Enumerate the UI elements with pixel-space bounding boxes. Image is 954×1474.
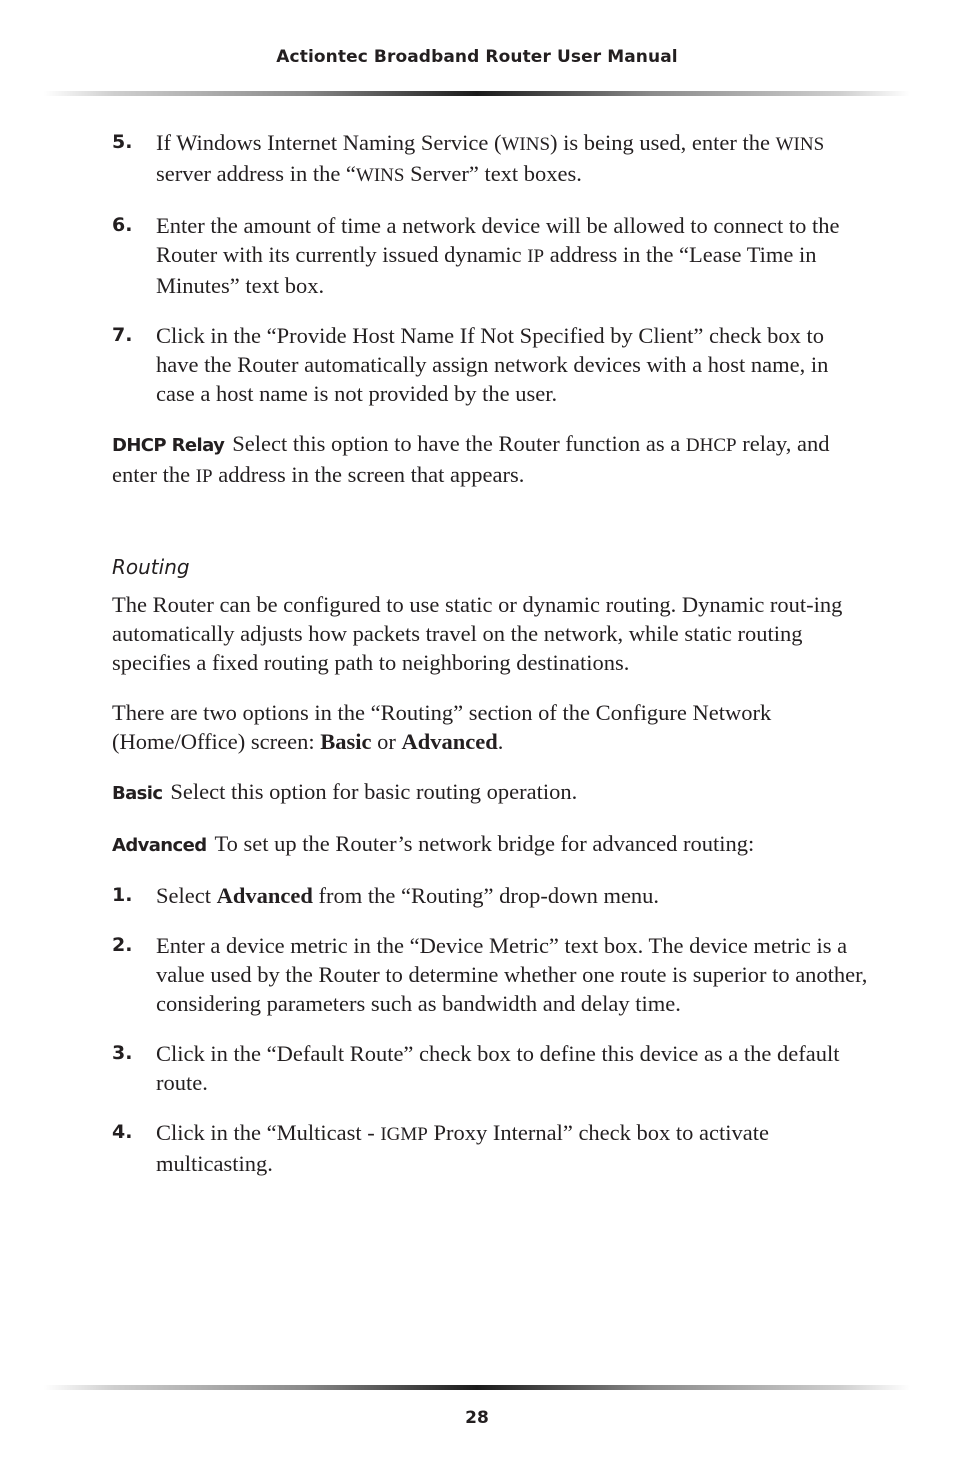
running-header: Actiontec Broadband Router User Manual [276, 47, 678, 67]
list-number: 5. [112, 131, 133, 153]
advanced-term: Advanced [112, 835, 207, 856]
footer-rule [44, 1385, 910, 1390]
page-body [112, 128, 872, 1199]
list-number: 3. [112, 1042, 133, 1064]
list-number: 4. [112, 1121, 133, 1143]
list-item-3: 3. Click in the “Default Route” check box to define this device as a the default route. [112, 1041, 840, 1095]
dhcp-relay-paragraph: DHCP Relay Select this option to have the Router function as a DHCP relay, and enter the IP address in the screen that appears. [112, 431, 830, 487]
list-item-5: 5. If Windows Internet Naming Service (WINS) is being used, enter the WINS server address in the “WINS Server” text boxes. [112, 130, 825, 186]
list-item-1: 1. Select Advanced from the “Routing” drop-down menu. [112, 883, 660, 908]
list-number: 2. [112, 934, 133, 956]
header-rule [44, 91, 910, 96]
list-number: 1. [112, 884, 133, 906]
list-number: 6. [112, 214, 133, 236]
list-number: 7. [112, 324, 133, 346]
page-number: 28 [465, 1408, 489, 1428]
basic-term: Basic [112, 783, 163, 804]
list-item-2: 2. Enter a device metric in the “Device Metric” text box. The device metric is a value used by the Router to determine whether one route is superior to another, considering parameters such as bandwidth and delay time. [112, 933, 868, 1016]
basic-paragraph: Basic Select this option for basic routing operation. [112, 779, 578, 804]
advanced-paragraph: Advanced To set up the Router’s network bridge for advanced routing: [112, 831, 755, 856]
list-item-7: 7. Click in the “Provide Host Name If Not Specified by Client” check box to have the Router automatically assign network devices with a host name, in case a host name is not provided by the user. [112, 323, 829, 406]
routing-intro-paragraph: The Router can be configured to use static or dynamic routing. Dynamic rout-ing automatically adjusts how packets travel on the network, while static routing specifies a fixed routing path to neighboring destinations. [112, 592, 843, 675]
dhcp-relay-term: DHCP Relay [112, 435, 225, 456]
routing-heading: Routing [112, 555, 190, 579]
list-item-4: 4. Click in the “Multicast - IGMP Proxy Internal” check box to activate multicasting. [112, 1120, 769, 1176]
list-item-6: 6. Enter the amount of time a network device will be allowed to connect to the Router with its currently issued dynamic IP address in the “Lease Time in Minutes” text box. [112, 213, 840, 298]
routing-options-paragraph: There are two options in the “Routing” section of the Configure Network (Home/Office) screen: Basic or Advanced. [112, 700, 772, 754]
